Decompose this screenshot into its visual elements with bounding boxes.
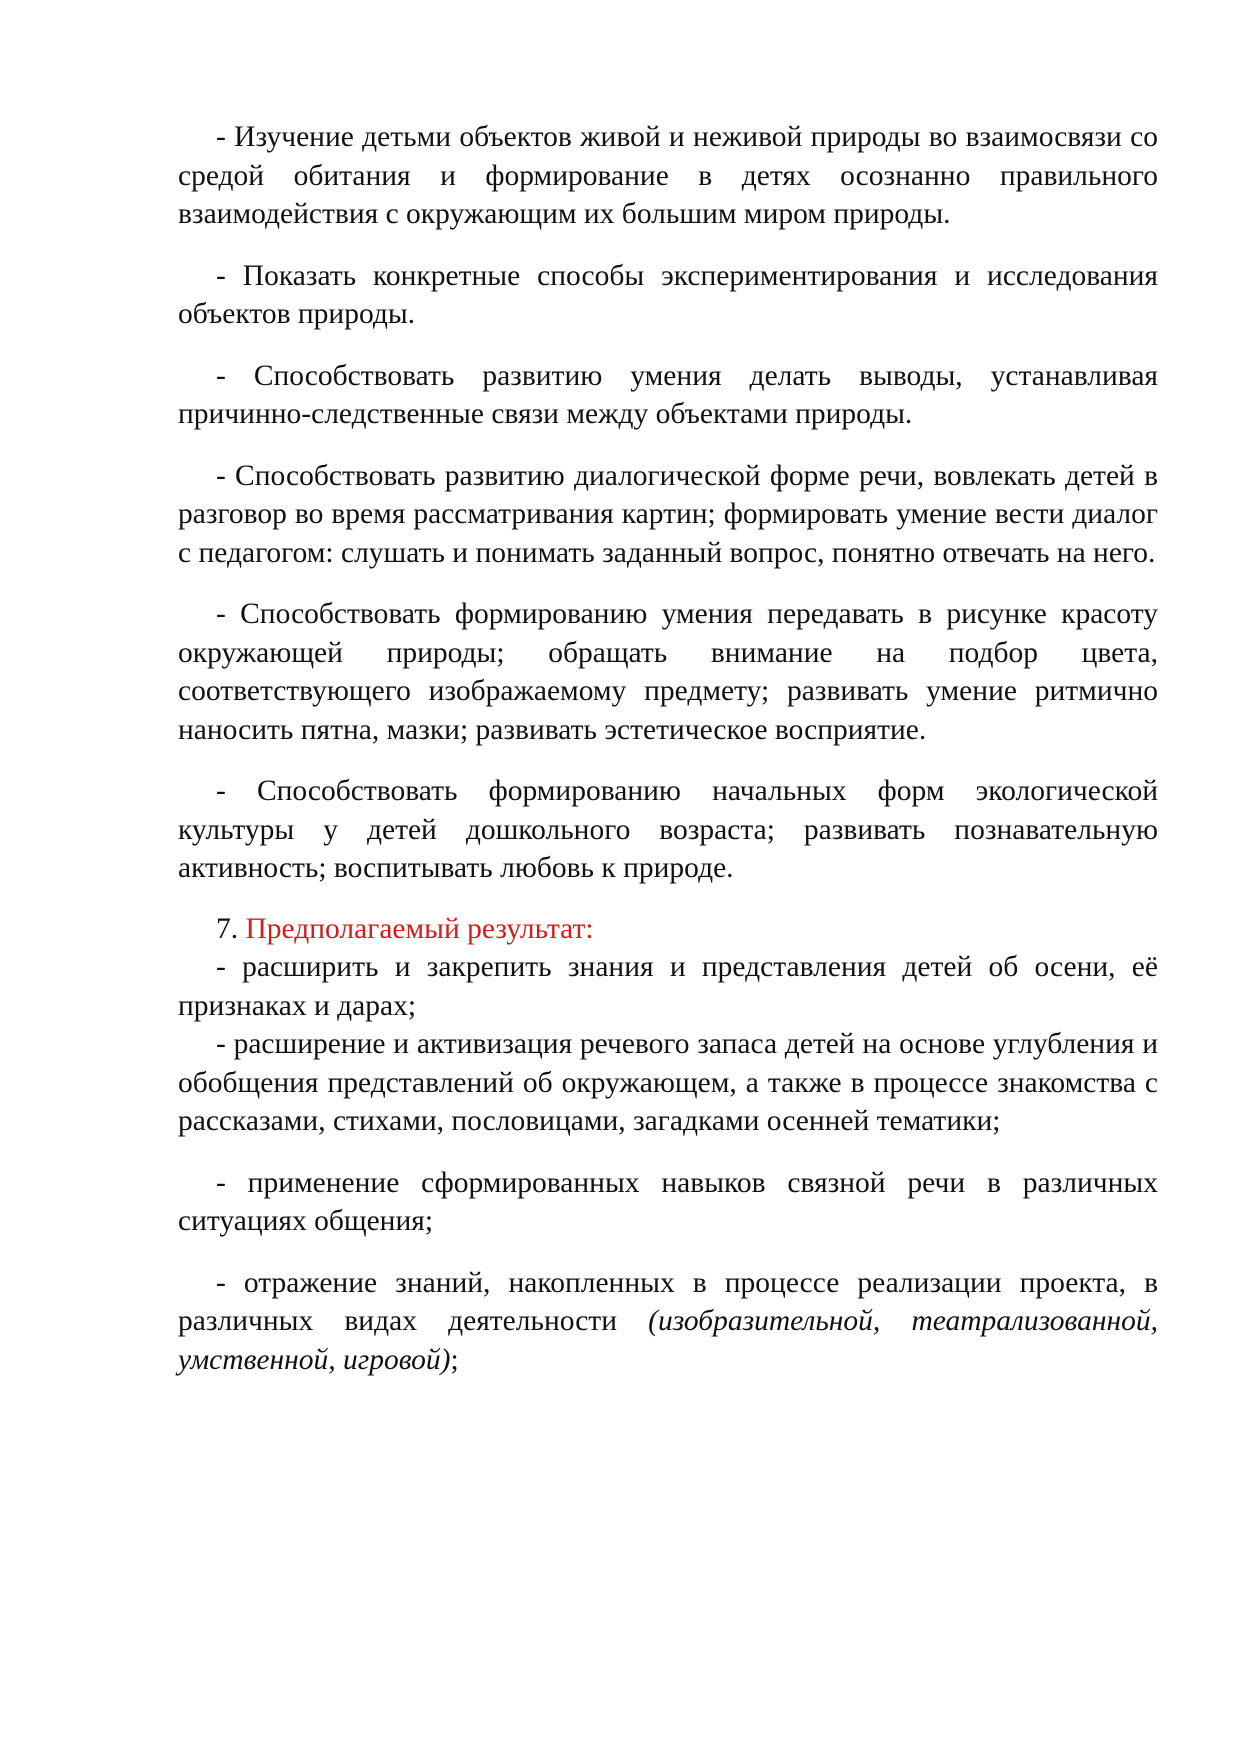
goal-paragraph-2: - Показать конкретные способы экспериментирования и исследования объектов природы.: [178, 259, 1158, 330]
result-item-4-italic: (изобразительной, театрализованной, умственной, игровой): [178, 1305, 1158, 1376]
goal-paragraph-5: - Способствовать формированию умения передавать в рисунке красоту окружающей природы; обращать внимание на подбор цвета, соответствующего изображаемому предмету; развивать умение ритмично наносить пятна, мазки; развивать эстетическое восприятие.: [178, 598, 1158, 746]
result-item-4-text: - отражение знаний, накопленных в процессе реализации проекта, в различных видах деятельности: [178, 1266, 1158, 1337]
section-title: Предполагаемый результат:: [245, 912, 594, 945]
section-heading: [178, 910, 1158, 949]
result-item-4: [178, 1264, 1158, 1380]
goal-paragraph-4: - Способствовать развитию диалогической форме речи, вовлекать детей в разговор во время рассматривания картин; формировать умение вести диалог с педагогом: слушать и понимать заданный вопрос, понятно отвечать на него.: [178, 459, 1158, 569]
result-item-2: - расширение и активизация речевого запаса детей на основе углубления и обобщения представлений об окружающем, а также в процессе знакомства с рассказами, стихами, пословицами, загадками осенней тематики;: [178, 1028, 1158, 1137]
document-body: [178, 118, 1158, 1379]
section-number: 7.: [216, 912, 239, 945]
result-item-3: - применение сформированных навыков связной речи в различных ситуациях общения;: [178, 1166, 1158, 1237]
result-item-1: - расширить и закрепить знания и представления детей об осени, её признаках и дарах;: [178, 951, 1158, 1022]
result-item-4-end: ;: [450, 1343, 459, 1376]
goal-paragraph-6: - Способствовать формированию начальных форм экологической культуры у детей дошкольного возраста; развивать познавательную активность; воспитывать любовь к природе.: [178, 775, 1158, 884]
goal-paragraph-3: - Способствовать развитию умения делать выводы, устанавливая причинно-следственные связи между объектами природы.: [178, 359, 1158, 430]
goal-paragraph-1: - Изучение детьми объектов живой и неживой природы во взаимосвязи со средой обитания и формирование в детях осознанно правильного взаимодействия с окружающим их большим миром природы.: [178, 121, 1158, 230]
